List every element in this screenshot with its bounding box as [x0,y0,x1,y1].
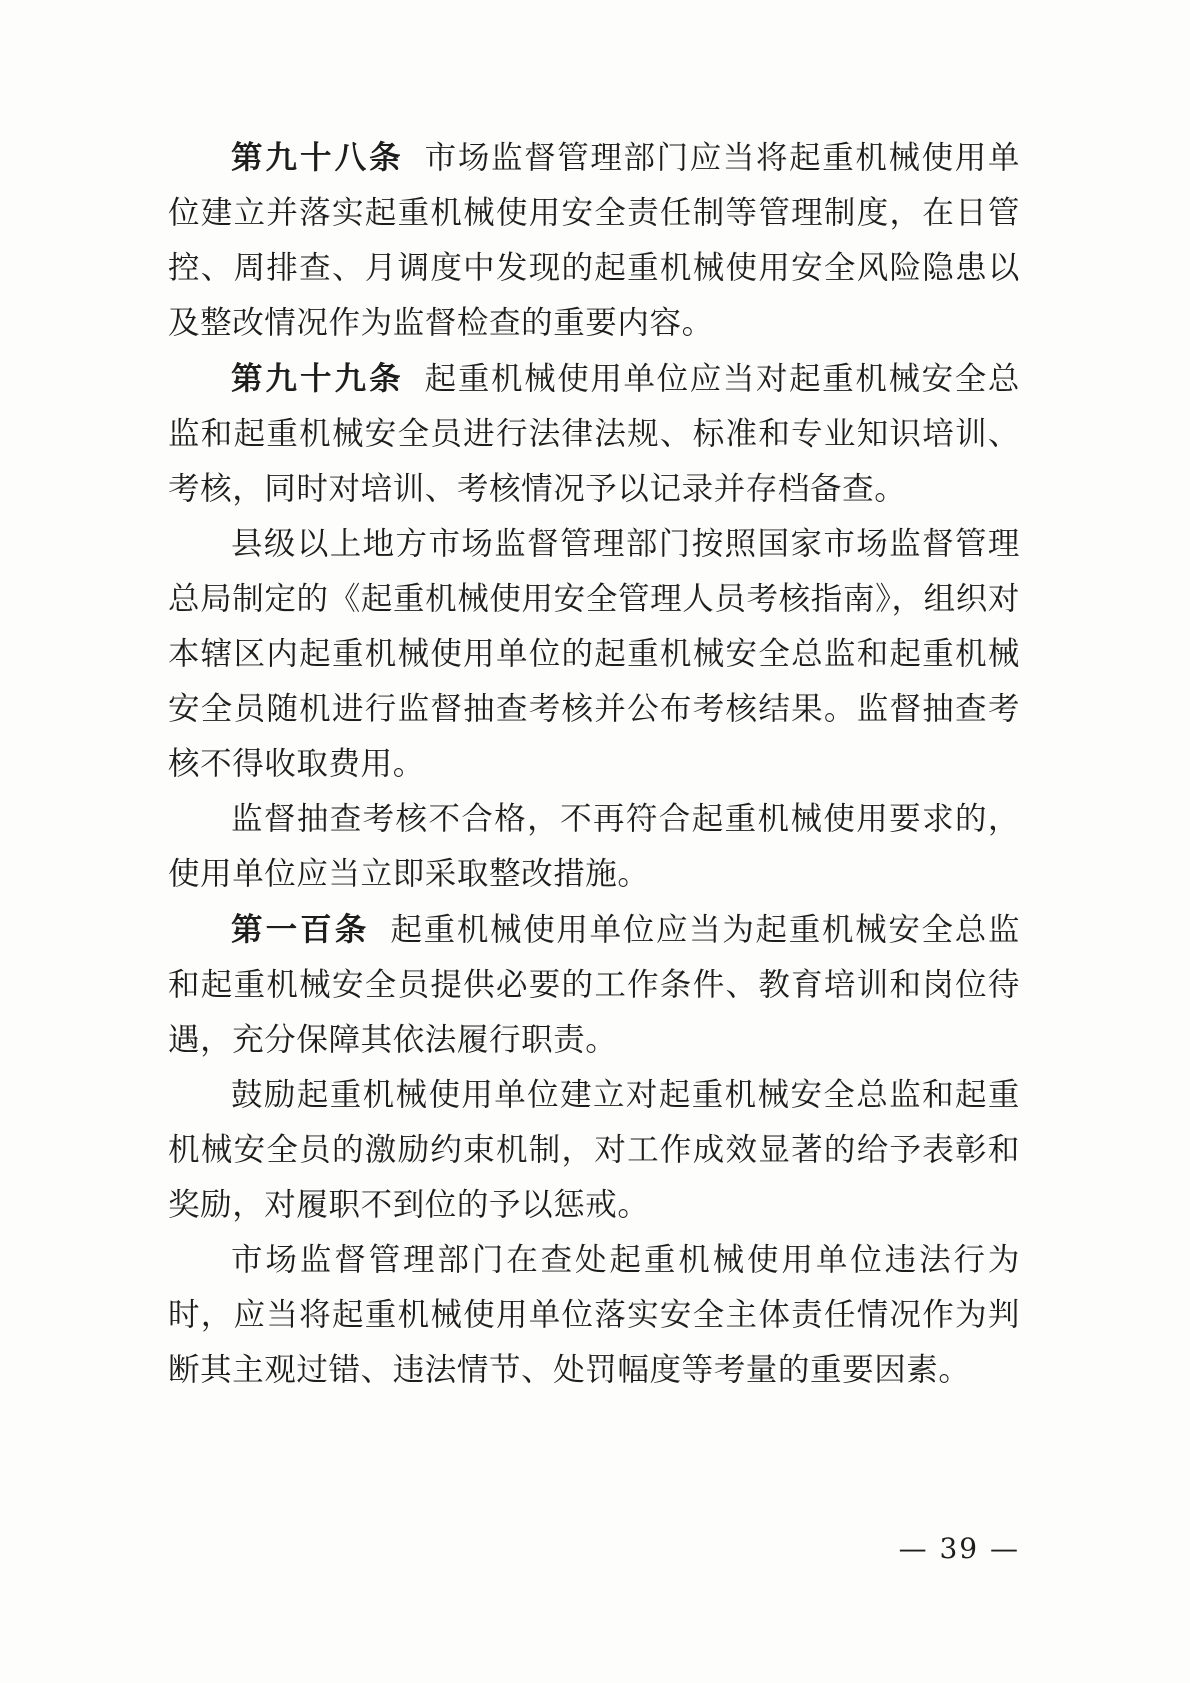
paragraph-enforcement-consideration [168,1233,1020,1398]
paragraph-failed-assessment [168,792,1020,902]
paragraph-text: 市场监督管理部门在查处起重机械使用单位违法行为时，应当将起重机械使用单位落实安全主体责任情况作为判断其主观过错、违法情节、处罚幅度等考量的重要因素。 [168,1242,1020,1388]
paragraph-article-98 [168,130,1020,351]
paragraph-text: 县级以上地方市场监督管理部门按照国家市场监督管理总局制定的《起重机械使用安全管理人员考核指南》，组织对本辖区内起重机械使用单位的起重机械安全总监和起重机械安全员随机进行监督抽查考核并公布考核结果。监督抽查考核不得收取费用。 [168,526,1020,782]
paragraph-text: 监督抽查考核不合格，不再符合起重机械使用要求的，使用单位应当立即采取整改措施。 [168,801,1020,892]
page-body [168,130,1020,1398]
paragraph-incentive-mechanism [168,1068,1020,1233]
page-number: — 39 — [898,1532,1020,1565]
paragraph-text: 起重机械使用单位应当为起重机械安全总监和起重机械安全员提供必要的工作条件、教育培训和岗位待遇，充分保障其依法履行职责。 [168,912,1020,1058]
paragraph-text: 鼓励起重机械使用单位建立对起重机械安全总监和起重机械安全员的激励约束机制，对工作成效显著的给予表彰和奖励，对履职不到位的予以惩戒。 [168,1077,1020,1223]
paragraph-text: 起重机械使用单位应当对起重机械安全总监和起重机械安全员进行法律法规、标准和专业知识培训、考核，同时对培训、考核情况予以记录并存档备查。 [168,361,1020,507]
paragraph-article-99 [168,351,1020,517]
paragraph-article-100 [168,902,1020,1068]
paragraph-text: 市场监督管理部门应当将起重机械使用单位建立并落实起重机械使用安全责任制等管理制度，在日管控、周排查、月调度中发现的起重机械使用安全风险隐患以及整改情况作为监督检查的重要内容。 [168,140,1020,341]
article-label-100: 第一百条 [231,911,370,948]
article-label-98: 第九十八条 [231,139,404,176]
article-label-99: 第九十九条 [231,360,404,397]
paragraph-county-level-assessment [168,517,1020,792]
page-footer [0,1532,1190,1565]
